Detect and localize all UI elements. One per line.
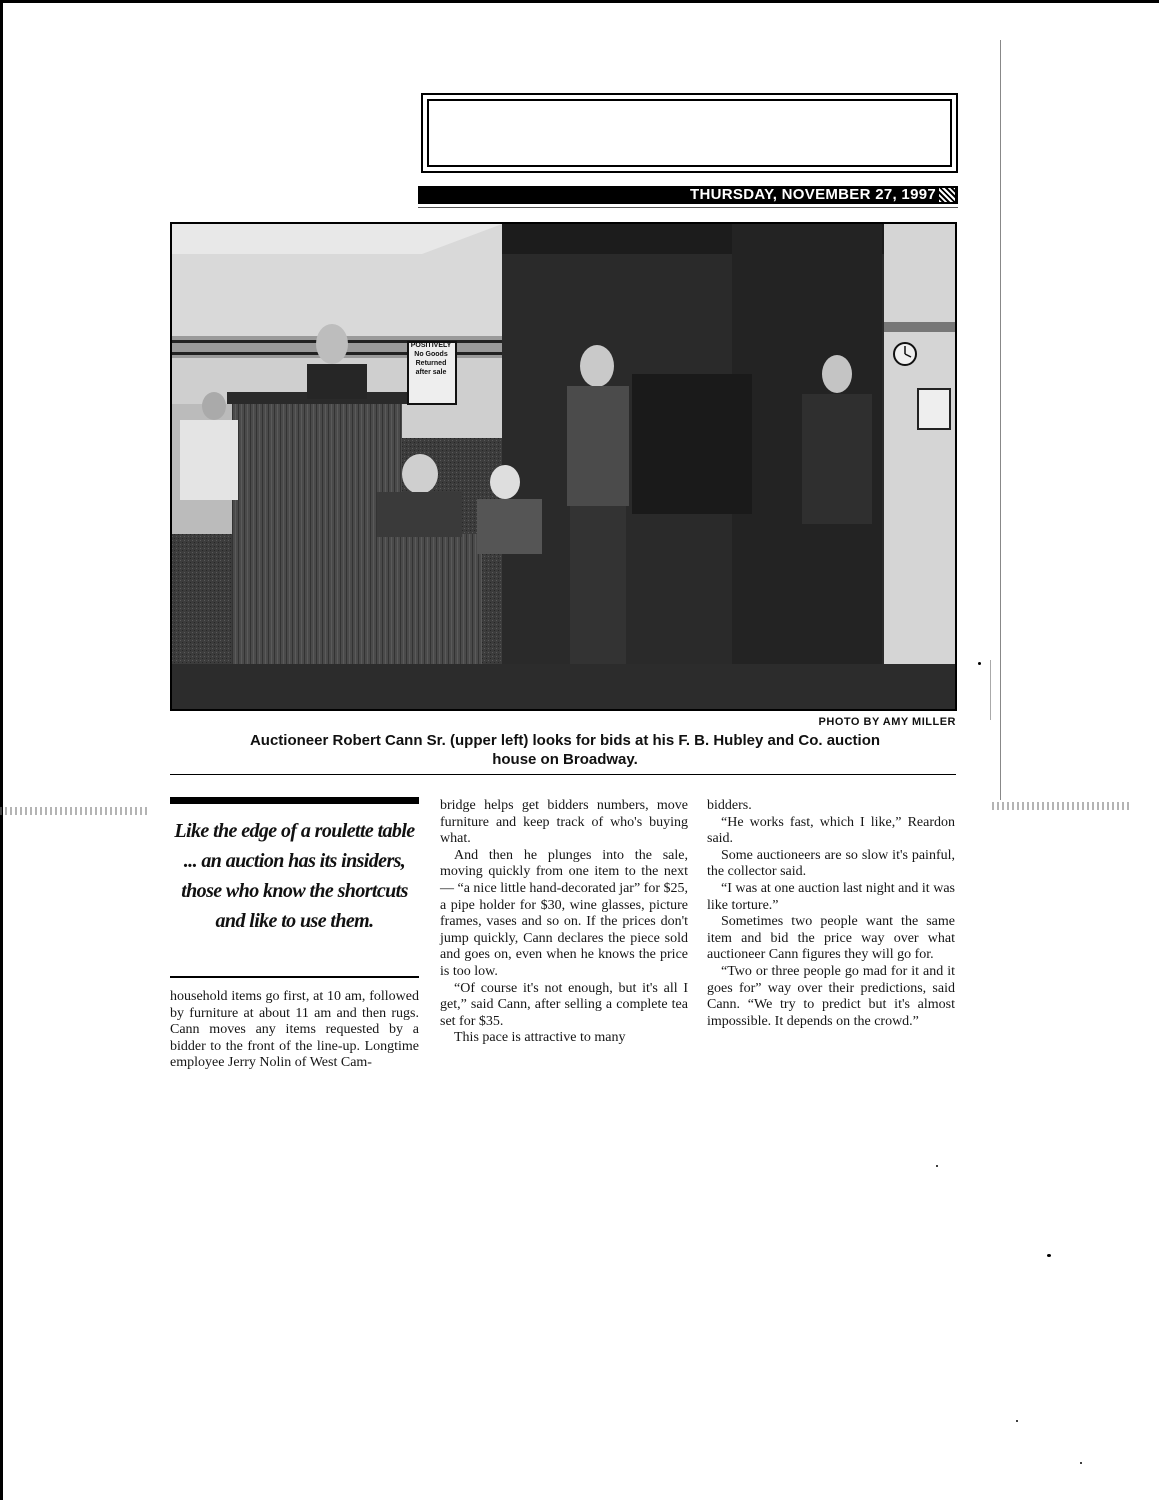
article-paragraph: “Two or three people go mad for it and it goes for” way over their predictions, said Cann. “We try to predict but it's almost impossible. It depends on the crowd.” [707,963,955,1029]
page-edge-top [0,0,1159,3]
photo-caption: Auctioneer Robert Cann Sr. (upper left) looks for bids at his F. B. Hubley and Co. auction house on Broadway. [249,732,881,768]
scan-speck [1047,1254,1051,1257]
page-edge-left [0,0,3,1500]
article-column-3 [707,798,955,1030]
scan-speck [936,1165,938,1167]
article-column-1 [170,989,419,1072]
auction-photo [170,222,957,711]
article-paragraph: This pace is attractive to many [454,1030,626,1046]
pullquote-top-rule [170,797,419,804]
scan-margin-line [1000,40,1001,800]
sign-line: Returned [415,360,447,367]
article-paragraph: bidders. [707,798,752,813]
article-paragraph: And then he plunges into the sale, moving quickly from one item to the next — “a nice little hand-decorated jar” for $25, a pipe holder for $30, wine glasses, picture frames, vases and so on. If the prices don't jump quickly, Cann declares the piece sold and goes on, even when he knows the price is too low. [440,847,688,979]
article-paragraph: “I was at one auction last night and it was like torture.” [707,880,955,913]
scan-speck [978,662,981,665]
scan-speck [1016,1420,1018,1422]
pullquote: Like the edge of a roulette table ... an auction has its insiders, those who know the shortcuts and like to use them. [174,820,415,932]
dateline-hatch [939,188,955,202]
pullquote-bottom-rule [170,976,419,978]
article-paragraph: Sometimes two people want the same item and bid the price way over what auctioneer Cann figures they will go for. [707,914,955,963]
scan-noise-left [0,807,150,815]
auction-photo-illustration [172,224,955,709]
scan-speck [1080,1462,1082,1464]
sign-line: POSITIVELY [410,342,452,349]
masthead-box [421,93,958,173]
caption-rule [170,774,956,775]
article-paragraph: household items go first, at 10 am, followed by furniture at about 11 am and then rugs. Cann moves any items requested by a bidder to the front of the line-up. Longtime employee Jerry Nolin of West Cam- [170,989,419,1071]
article-paragraph: “He works fast, which I like,” Reardon said. [707,814,955,847]
auction-sign [407,341,455,403]
article-paragraph: Some auctioneers are so slow it's painful, the collector said. [707,847,955,880]
scan-noise-right [992,802,1132,810]
dateline-rule [418,207,958,208]
sign-line: after sale [415,369,447,376]
article-paragraph: “Of course it's not enough, but it's all I get,” said Cann, after selling a complete tea set for $35. [440,980,688,1029]
article-paragraph: bridge helps get bidders numbers, move furniture and keep track of who's buying what. [440,798,688,847]
article-column-2 [440,798,688,1047]
photo-credit: PHOTO BY AMY MILLER [818,716,956,728]
masthead-box-inner [427,99,952,167]
scan-margin-line-short [990,660,991,720]
sign-line: No Goods [414,351,448,358]
dateline: THURSDAY, NOVEMBER 27, 1997 [690,186,936,203]
dateline-bar [418,186,958,204]
